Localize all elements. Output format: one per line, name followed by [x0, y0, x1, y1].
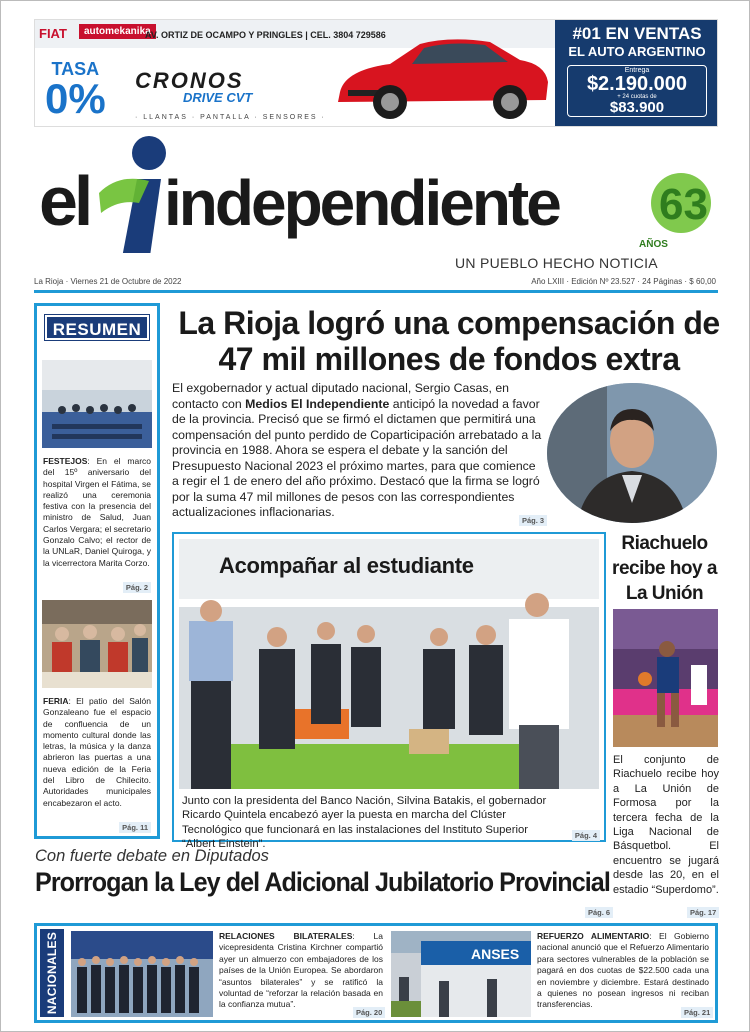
dateline: La Rioja · Viernes 21 de Octubre de 2022	[34, 277, 182, 286]
sports-headline[interactable]: Riachuelo recibe hoy a La Unión	[612, 533, 717, 604]
ad-dealer-name: automekanika	[79, 24, 156, 39]
page-ref-relaciones[interactable]: Pág. 20	[353, 1007, 385, 1018]
logo-el: el	[39, 162, 90, 240]
anniversary-years: 63	[659, 180, 708, 229]
ad-model-sub: DRIVE CVT	[183, 90, 253, 105]
logo-i-dot	[132, 136, 166, 170]
resumen-item-feria	[43, 696, 151, 809]
ad-cuotas-price: $83.900	[609, 99, 665, 116]
ad-cuotas-label: + 24 cuotas de	[617, 94, 657, 100]
ad-extras: · LLANTAS · PANTALLA · SENSORES ·	[135, 114, 326, 121]
ad-address: AV. ORTIZ DE OCAMPO Y PRINGLES | CEL. 3804 729586	[145, 30, 386, 40]
masthead-rule	[34, 290, 718, 293]
photo-caption: Junto con la presidenta del Banco Nación, Silvina Batakis, el gobernador Ricardo Quintela encabezó ayer la puesta en marcha del Clúster Tecnológico que funcionará en las instalaciones del Instituto Superior “Albert Einstein”.	[182, 795, 547, 850]
festejos-text: : En el marco del 15º aniversario del hospital Virgen el Fátima, se realizó una ceremonia festiva con la presencia del ministro de Salud, Juan Carlos Vergara; el secretario Gonzalo Calvo; el rector de la UNLaR, Daniel Quiroga, y la vicerrectora Marita Corzo.	[43, 456, 151, 568]
nacionales-label: NACIONALES	[45, 931, 59, 1015]
book-fair-photo[interactable]	[42, 600, 152, 688]
second-story-kicker: Con fuerte debate en Diputados	[35, 847, 269, 865]
lead-headline[interactable]: La Rioja logró una compensación de 47 mil millones de fondos extra	[178, 305, 720, 377]
ad-rate	[45, 60, 106, 120]
ad-rate-value: 0%	[45, 75, 106, 122]
lead-text-a: El exgobernador y actual diputado nacional, Sergio Casas, en contacto con	[172, 381, 510, 411]
slogan: UN PUEBLO HECHO NOTICIA	[455, 255, 658, 271]
second-story-headline[interactable]: Prorrogan la Ley del Adicional Jubilatorio Provincial	[35, 867, 610, 897]
anses-sign-text: ANSES	[471, 946, 520, 962]
page-ref-festejos[interactable]: Pág. 2	[123, 582, 151, 593]
hospital-event-photo[interactable]	[42, 360, 152, 448]
festejos-lead: FESTEJOS	[43, 456, 88, 466]
ad-headline-1: #01 EN VENTAS	[572, 24, 702, 43]
embassy-lunch-photo[interactable]	[71, 931, 213, 1017]
logo-name: independiente	[164, 167, 559, 239]
basketball-photo[interactable]	[613, 609, 718, 747]
ad-rate-label: TASA	[51, 59, 100, 79]
ad-price-panel	[555, 20, 718, 127]
cluster-tech-photo[interactable]	[179, 539, 599, 789]
edition-info: Año LXIII · Edición Nº 23.527 · 24 Páginas · $ 60,00	[531, 277, 716, 286]
resumen-item-festejos	[43, 456, 151, 569]
nacionales-item-refuerzo	[537, 931, 709, 1011]
relaciones-text: : La vicepresidenta Cristina Kirchner compartió ayer un almuerzo con embajadores de los países de la Unión Europea. Se abordaron “asuntos bilaterales” y se ratificó la voluntad de “reforzar la relación basada en la confianza mutua”.	[219, 931, 383, 1010]
resumen-sidebar	[34, 303, 160, 839]
ad-model-name: CRONOS	[135, 68, 244, 93]
page-ref-sports[interactable]: Pág. 17	[687, 907, 719, 918]
red-car-image	[320, 30, 555, 125]
ad-headline-2: EL AUTO ARGENTINO	[568, 44, 706, 59]
feria-lead: FERIA	[43, 696, 69, 706]
resumen-title: RESUMEN	[45, 315, 149, 340]
sports-text: El conjunto de Riachuelo recibe hoy a La Unión de Formosa por la tercera fecha de la Liga Nacional de Básquetbol. El encuentro se jugará desde las 20, en el estadio “Superdomo”.	[613, 754, 719, 896]
masthead[interactable]	[39, 133, 719, 273]
lead-story-body	[172, 381, 542, 521]
page-ref-lead[interactable]: Pág. 3	[519, 515, 547, 526]
lead-text-bold: Medios El Independiente	[245, 396, 390, 411]
advertisement-banner[interactable]	[34, 19, 718, 127]
page-ref-second[interactable]: Pág. 6	[585, 907, 613, 918]
nacionales-section	[34, 923, 718, 1023]
photo-story	[172, 532, 606, 850]
page-ref-refuerzo[interactable]: Pág. 21	[681, 1007, 713, 1018]
ad-brand-logo: FIAT	[39, 26, 67, 41]
deputy-portrait[interactable]	[547, 383, 717, 523]
page-ref-feria[interactable]: Pág. 11	[119, 822, 151, 833]
relaciones-lead: RELACIONES BILATERALES	[219, 931, 353, 941]
nacionales-item-relaciones	[219, 931, 383, 1011]
feria-text: : El patio del Salón Gonzaleano fue el espacio de confluencia de un momento cultural donde las letras, la música y la danza abrieron las puertas a una nueva edición de la Feria del Libro de Chilecito. Autoridades municipales encabezaron el acto.	[43, 696, 151, 808]
page-ref-photo[interactable]: Pág. 4	[572, 830, 600, 841]
ad-entrega-price: $2.190.000	[586, 73, 688, 95]
photo-story-title[interactable]: Acompañar al estudiante	[219, 553, 474, 578]
refuerzo-text: : El Gobierno nacional anunció que el Refuerzo Alimentario para sectores vulnerables de la población se pagará en dos cuotas de $22.500 cada una en noviembre y diciembre. Estará destinado a quienes no posean ingresos ni reciban transferencias.	[537, 931, 709, 1010]
ad-price-box	[567, 65, 707, 117]
anniversary-label: AÑOS	[639, 239, 668, 250]
ad-entrega-label: Entrega	[624, 67, 650, 74]
anses-office-photo[interactable]	[391, 931, 531, 1017]
refuerzo-lead: REFUERZO ALIMENTARIO	[537, 931, 650, 941]
newspaper-logo	[39, 133, 719, 253]
nacionales-tag	[40, 929, 64, 1017]
lead-text-b: anticipó la novedad a favor de la provincia. Precisó que se firmó el dictamen que permitirá una compensación del punto perdido de Coparticipación arrebatado a la provincia en 1988. Ahora se espera el debate y la sanción del Presupuesto Nacional 2023 el próximo martes, para que comience a regir el 1 de enero del año próximo. Destacó que la firma se logró por la suma 47 mil millones de pesos con las correspondientes actualizaciones inflacionarias.	[172, 396, 542, 519]
